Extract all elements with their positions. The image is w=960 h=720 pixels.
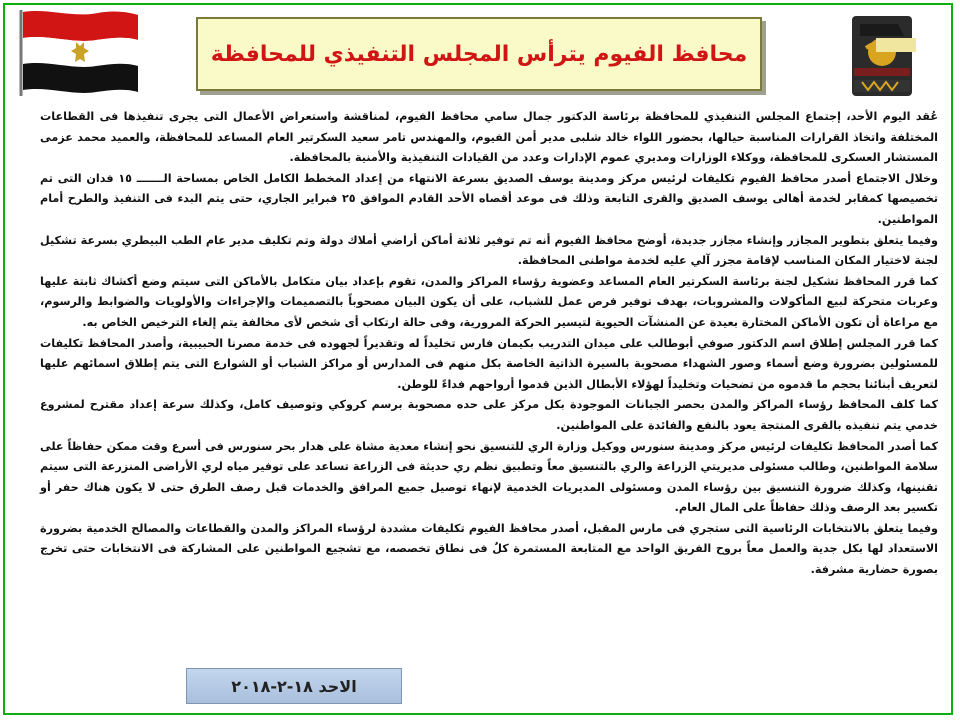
article-paragraph: كما أصدر المحافظ تكليفات لرئيس مركز ومدينة سنورس ووكيل وزارة الري للتنسيق نحو إنشاء معدية مشاة على هدار بحر سنورس فى أسرع وقت ممكن حفاظاً على سلامة المواطنين، وطالب مسئولى مديريتي الزراعة والري بالتنسيق معاً وتطبيق نظم ري حديثة فى الزراعة تساعد على توفير مياه لري الأراضى المنزرعة التى سيتم تقنينها، وكذلك ضرورة التنسيق بين رؤساء المدن ومسئولى المديريات الخدمية لإنهاء توصيل جميع المرافق والخدمات قبل رصف الطرق حتى لا يكون هناك حفر أو تكسير بعد الرصف وذلك حفاظاً على المال العام. [40,439,938,515]
article-paragraph: وفيما يتعلق بالانتخابات الرئاسية التى ستجري فى مارس المقبل، أصدر محافظ الفيوم تكليفات مشددة لرؤساء المراكز والمدن والقطاعات والمصالح الخدمية بضرورة الاستعداد لها بكل جدية والعمل معاً بروح الفريق الواحد مع المتابعة المستمرة كلٌ فى نطاق تخصصه، مع تشجيع المواطنين على المشاركة فى الانتخابات حتى تخرج بصورة حضارية مشرفة. [40,521,938,577]
fayoum-governorate-logo-icon [836,8,948,104]
article-paragraph: كما كلف المحافظ رؤساء المراكز والمدن بحصر الجبانات الموجودة بكل مركز على حده مصحوبة برسم كروكي وتوصيف كامل، وكذلك سرعة إعداد مقترح لمشروع خدمي يتم تنفيذه بالقرى المنتجة يعود بالنفع والفائدة على المواطنين. [40,398,938,432]
article-paragraph: وخلال الاجتماع أصدر محافظ الفيوم تكليفات لرئيس مركز ومدينة يوسف الصديق بسرعة الانتهاء من إعداد المخطط الكامل الخاص بمساحة الـــــــ ١٥ فدان التى تم تخصيصها كمقابر لخدمة أهالى يوسف الصديق والقرى التابعة وذلك فى موعد أقصاه الأحد القادم الموافق ٢٥ فبراير الجاري، حتى يتم البدء فى التنفيذ والطرح أمام المواطنين. [40,171,938,226]
headline-box [196,17,762,91]
article-paragraph: كما قرر المحافظ تشكيل لجنة برئاسة السكرتير العام المساعد وعضوية رؤساء المراكز والمدن، تقوم بإعداد بيان متكامل بالأماكن التى سيتم وضع أكشاك ثابتة عليها وعربات متحركة لبيع المأكولات والمشروبات، بهدف توفير فرص عمل للشباب، على أن يكون البيان مصحوباً بالتصميمات والإجراءات والأولويات والضوابط والرسوم، مع مراعاة أن تكون الأماكن المختارة بعيدة عن المنشآت الحيوية لتيسير الحركة المرورية، وفى حالة ارتكاب أى شخص لأى مخالفة يتم إلغاء الترخيص الخاص به. [40,274,938,329]
article-date: الاحد ١٨-٢-٢٠١٨ [231,676,357,696]
article-paragraph: عُقد اليوم الأحد، إجتماع المجلس التنفيذي للمحافظة برئاسة الدكتور جمال سامي محافظ الفيوم، لمناقشة واستعراض الأعمال التى يجرى تنفيذها فى القطاعات المختلفة واتخاذ القرارات المناسبة حيالها، بحضور اللواء خالد شلبى مدير أمن الفيوم، والمهندس تامر سعيد السكرتير العام المساعد للمحافظة، والعميد محمد عزمى المستشار العسكرى للمحافظة، ووكلاء الوزارات ومديري عموم الإدارات وعدد من القيادات التنفيذية والأمنية بالمحافظة. [40,110,938,165]
article-body [40,107,938,581]
date-badge [186,668,402,704]
article-paragraph: وفيما يتعلق بتطوير المجازر وإنشاء مجازر جديدة، أوضح محافظ الفيوم أنه تم توفير ثلاثة أماكن أراضي أملاك دولة وتم تكليف مدير عام الطب البيطري بسرعة تشكيل لجنة لاختيار المكان المناسب لإقامة مجزر آلي عليه لخدمة مواطنى المحافظة. [40,233,938,268]
page-title: محافظ الفيوم يترأس المجلس التنفيذي للمحافظة [210,41,748,67]
article-paragraph: كما قرر المجلس إطلاق اسم الدكتور صوفي أبوطالب على ميدان التدريب بكيمان فارس تخليداً له وتقديراً لجهوده فى خدمة مصرنا الحبيبية، وأصدر المحافظ تكليفات للمسئولين بضرورة وضع أسماء وصور الشهداء مصحوبة بالسيرة الذاتية الخاصة بكل منهم فى المدارس أو مراكز الشباب أو الشوارع التى يتم إطلاق اسمائهم عليها لتعريف أبنائنا بحجم ما قدموه من تضحيات وتخليداً لهؤلاء الأبطال الذين قدموا أرواحهم فداءً للوطن. [40,336,938,391]
egypt-flag-icon [18,8,140,96]
